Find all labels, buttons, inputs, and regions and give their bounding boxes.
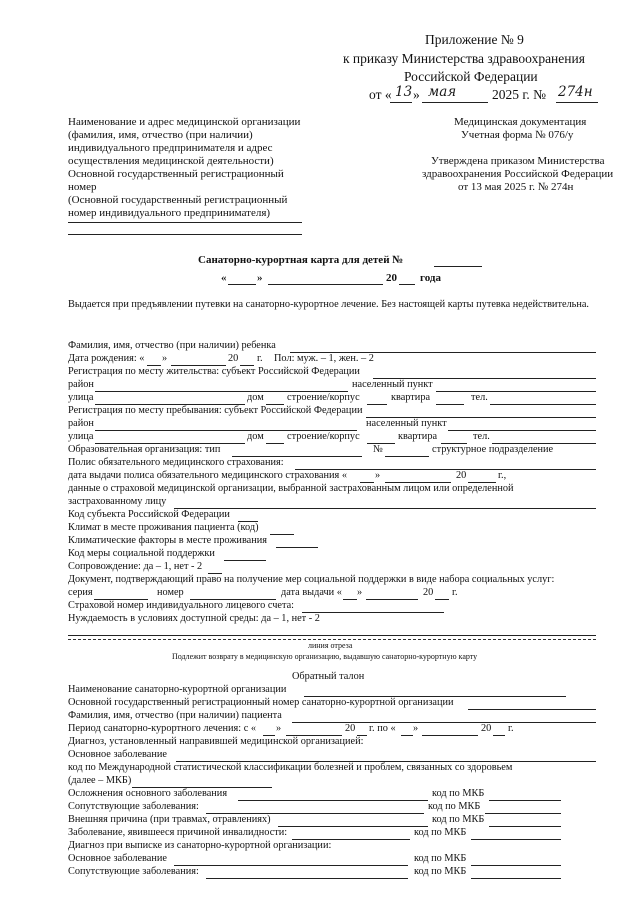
disability-mkb-label: код по МКБ [414,827,467,838]
external-cause-mkb-field[interactable] [489,826,561,827]
title-year-prefix: 20 [386,272,397,284]
period-end-day[interactable] [401,735,413,736]
edu-struct-label: структурное подразделение [432,444,554,455]
reg-stay-label: Регистрация по месту пребывания: субъект Российской Федерации [68,405,363,416]
building-field[interactable] [367,404,387,405]
appendix-date-prefix: от « [369,87,392,102]
concomitant-2-label: Сопутствующие заболевания: [68,866,199,877]
reg-live-label: Регистрация по месту жительства: субъект Российской Федерации [68,366,360,377]
ogrn-ip-label: (Основной государственный регистрационный [68,194,288,206]
period-end-label: г. по « [369,723,396,734]
title-month-field[interactable] [268,284,383,285]
social-code-label: Код меры социальной поддержки [68,548,215,559]
insurer-label-2: застрахованному лицу [68,496,167,507]
sanatorium-name-label: Наименование санаторно-курортной организации [68,684,287,695]
return-stub-title: Обратный талон [292,671,365,682]
street-label: улица [68,392,94,403]
edu-number-label: № [373,444,383,455]
org-name-label: Наименование и адрес медицинской организации [68,116,301,128]
diagnosis-referral-label: Диагноз, установленный направившей медицинской организацией: [68,736,364,747]
polis-label: Полис обязательного медицинского страхования: [68,457,284,468]
snils-field[interactable] [302,612,444,613]
dob-year-prefix: 20 [228,353,239,364]
polis-date-quote: » [375,470,381,481]
phone-label: тел. [471,392,488,403]
appendix-day-handwritten: 13 [395,84,413,100]
disability-mkb-field[interactable] [471,839,561,840]
org-name-label-3: индивидуального предпринимателя и адрес [68,142,273,154]
discharge-diagnosis-label: Диагноз при выписке из санаторно-курортной организации: [68,840,332,851]
climate-factors-label: Климатические факторы в месте проживания [68,535,267,546]
polis-date-label: дата выдачи полиса обязательного медицинского страхования « [68,470,347,481]
appendix-number-handwritten: 274н [558,84,593,100]
flat-label: квартира [391,392,431,403]
period-label: Период санаторно-курортного лечения: с « [68,723,257,734]
approved-label-2: здравоохранения Российской Федерации [422,168,614,180]
snils-label: Страховой номер индивидуального лицевого счета: [68,600,295,611]
extra-line[interactable] [68,635,596,636]
intro-text: Выдается при предъявлении путевки на санаторно-курортное лечение. Без настоящей карты путевка недействительна. [68,299,590,310]
doc-number-label: номер [157,587,184,598]
insurer-field[interactable] [174,508,596,509]
doc-day-field[interactable] [343,599,357,600]
edu-number-field[interactable] [385,456,429,457]
org-name-label-2: (фамилия, имя, отчество (при наличии) [68,129,253,141]
main-disease-2-mkb-label: код по МКБ [414,853,467,864]
social-code-field[interactable] [224,560,266,561]
house-label-2: дом [247,431,264,442]
flat-label-2: квартира [398,431,438,442]
title-date-open: « [221,272,227,284]
title-date-close: » [257,272,263,284]
appendix-country: Российской Федерации [404,69,538,84]
doc-date-quote: » [357,587,363,598]
mkb-label: код по Международной статистической классификации болезней и проблем, связанных со здоровьем [68,762,513,773]
main-disease-2-field[interactable] [174,865,408,866]
social-doc-label: Документ, подтверждающий право на получение мер социальной поддержки в виде набора социальных услуг: [68,574,555,585]
title-day-field[interactable] [228,284,256,285]
period-end-year[interactable] [493,735,505,736]
concomitant-mkb-field[interactable] [485,813,561,814]
doc-year-prefix: 20 [423,587,434,598]
climate-factors-field[interactable] [276,547,318,548]
title-year-suffix: года [420,272,441,284]
phone-field[interactable] [490,404,596,405]
street-label-2: улица [68,431,94,442]
cut-line [68,639,596,640]
external-cause-field[interactable] [278,826,428,827]
appendix-month-handwritten: мая [428,84,457,100]
main-disease-2-label: Основное заболевание [68,853,167,864]
external-cause-label: Внешняя причина (при травмах, отравлениях) [68,814,271,825]
concomitant-mkb-label: код по МКБ [428,801,481,812]
patient-name-label: Фамилия, имя, отчество (при наличии) пациента [68,710,282,721]
polis-year-suffix: г., [498,470,507,481]
house-label: дом [247,392,264,403]
approved-label: Утверждена приказом Министерства [431,155,605,167]
locality-field[interactable] [436,391,596,392]
edu-org-label: Образовательная организация: тип [68,444,221,455]
accompany-label: Сопровождение: да – 1, нет - 2 [68,561,203,572]
period-start-year-prefix: 20 [345,723,356,734]
rayon-label-2: район [68,418,94,429]
sanatorium-ogrn-field[interactable] [468,709,596,710]
disability-label: Заболевание, явившееся причиной инвалидности: [68,827,288,838]
appendix-number: Приложение № 9 [425,32,524,47]
complications-mkb-field[interactable] [489,800,561,801]
subject-code-label: Код субъекта Российской Федерации [68,509,230,520]
card-title: Санаторно-курортная карта для детей № [198,254,404,266]
cut-line-label: линия отреза [308,641,353,650]
doc-month-field[interactable] [366,599,418,600]
concomitant-2-field[interactable] [206,878,408,879]
insurer-label: данные о страховой медицинской организации, выбранной застрахованным лицом или определенной [68,483,514,494]
period-end-month[interactable] [422,735,478,736]
appendix-year: 2025 г. № [492,87,547,102]
mkb-label-2: (далее – МКБ) [68,775,132,786]
dob-label: Дата рождения: « [68,353,145,364]
ogrn-label: Основной государственный регистрационный [68,168,284,180]
rayon-label: район [68,379,94,390]
org-line-1[interactable] [68,222,302,223]
org-name-label-4: осуществления медицинской деятельности) [68,155,274,167]
ogrn-label-2: номер [68,181,97,193]
sex-label: Пол: муж. – 1, жен. – 2 [274,353,374,364]
form-number: Учетная форма № 076/у [461,129,574,141]
polis-year-prefix: 20 [456,470,467,481]
doc-year-field[interactable] [435,599,449,600]
building-label: строение/корпус [287,392,360,403]
sanatorium-ogrn-label: Основной государственный регистрационный номер санаторно-курортной организации [68,697,454,708]
complications-field[interactable] [238,800,428,801]
child-name-label: Фамилия, имя, отчество (при наличии) ребенка [68,340,276,351]
period-end-year-suffix: г. [508,723,514,734]
flat-field[interactable] [436,404,464,405]
doc-year-suffix: г. [452,587,458,598]
dob-year-suffix: г. [257,353,263,364]
appendix-order: к приказу Министерства здравоохранения [343,51,585,66]
med-doc-label: Медицинская документация [454,116,587,128]
locality-label: населенный пункт [352,379,433,390]
accessible-env-label: Нуждаемость в условиях доступной среды: да – 1, нет - 2 [68,613,320,624]
doc-date-label: дата выдачи « [281,587,342,598]
org-line-2[interactable] [68,234,302,235]
ogrn-ip-label-2: номер индивидуального предпринимателя) [68,207,271,219]
doc-series-label: серия [68,587,93,598]
concomitant-2-mkb-label: код по МКБ [414,866,467,877]
locality-field-2[interactable] [448,430,596,431]
period-end-quote: » [413,723,419,734]
locality-label-2: населенный пункт [366,418,447,429]
dob-quote: » [162,353,168,364]
main-disease-label: Основное заболевание [68,749,167,760]
return-note: Подлежит возврату в медицинскую организацию, выдавшую санаторно-курортную карту [172,652,478,661]
main-disease-2-mkb-field[interactable] [471,865,561,866]
title-year-field[interactable] [399,284,415,285]
period-start-quote: » [276,723,282,734]
house-field-2[interactable] [266,443,284,444]
complications-label: Осложнения основного заболевания [68,788,228,799]
concomitant-label: Сопутствующие заболевания: [68,801,199,812]
period-end-year-prefix: 20 [481,723,492,734]
complications-mkb-label: код по МКБ [432,788,485,799]
patient-name-field[interactable] [292,722,596,723]
phone-label-2: тел. [473,431,490,442]
climate-field[interactable] [270,534,294,535]
climate-label: Климат в месте проживания пациента (код) [68,522,259,533]
approved-label-3: от 13 мая 2025 г. № 274н [458,181,574,193]
card-number-field[interactable] [434,266,482,267]
external-cause-mkb-label: код по МКБ [432,814,485,825]
building-label-2: строение/корпус [287,431,360,442]
appendix-date-quote: » [413,87,420,102]
concomitant-2-mkb-field[interactable] [471,878,561,879]
